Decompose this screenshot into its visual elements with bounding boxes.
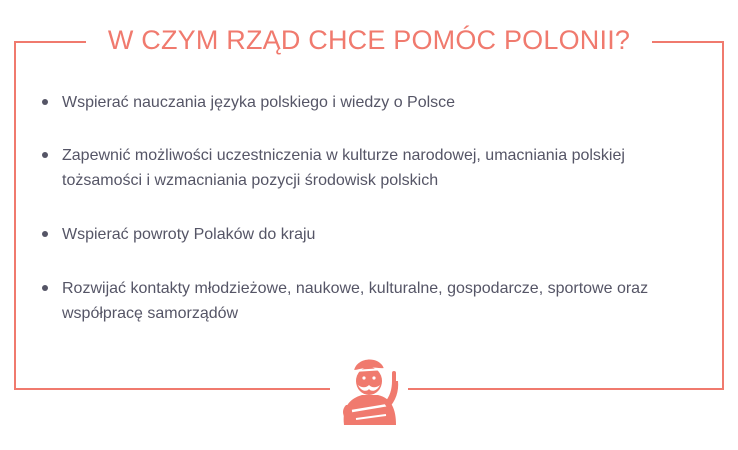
list-item-text: Wspierać nauczania języka polskiego i wiedzy o Polsce [62, 94, 456, 111]
list-item-text: Rozwijać kontakty młodzieżowe, naukowe, kulturalne, gospodarcze, sportowe oraz współpracę samorządów [62, 280, 649, 322]
bullet-dot-icon [42, 152, 48, 158]
bullet-list [40, 90, 700, 326]
bullet-dot-icon [42, 99, 48, 105]
list-item [40, 143, 700, 193]
list-item [40, 222, 700, 247]
list-item [40, 276, 700, 326]
bullet-dot-icon [42, 231, 48, 237]
title-container [0, 22, 738, 58]
pointing-man-mascot-icon [330, 345, 408, 425]
list-item-text: Wspierać powroty Polaków do kraju [62, 226, 316, 243]
page-title: W CZYM RZĄD CHCE POMÓC POLONII? [86, 22, 652, 58]
list-item [40, 90, 700, 115]
list-item-text: Zapewnić możliwości uczestniczenia w kulturze narodowej, umacniania polskiej tożsamości i wzmacniania pozycji środowisk polskich [62, 147, 625, 189]
bullet-dot-icon [42, 285, 48, 291]
